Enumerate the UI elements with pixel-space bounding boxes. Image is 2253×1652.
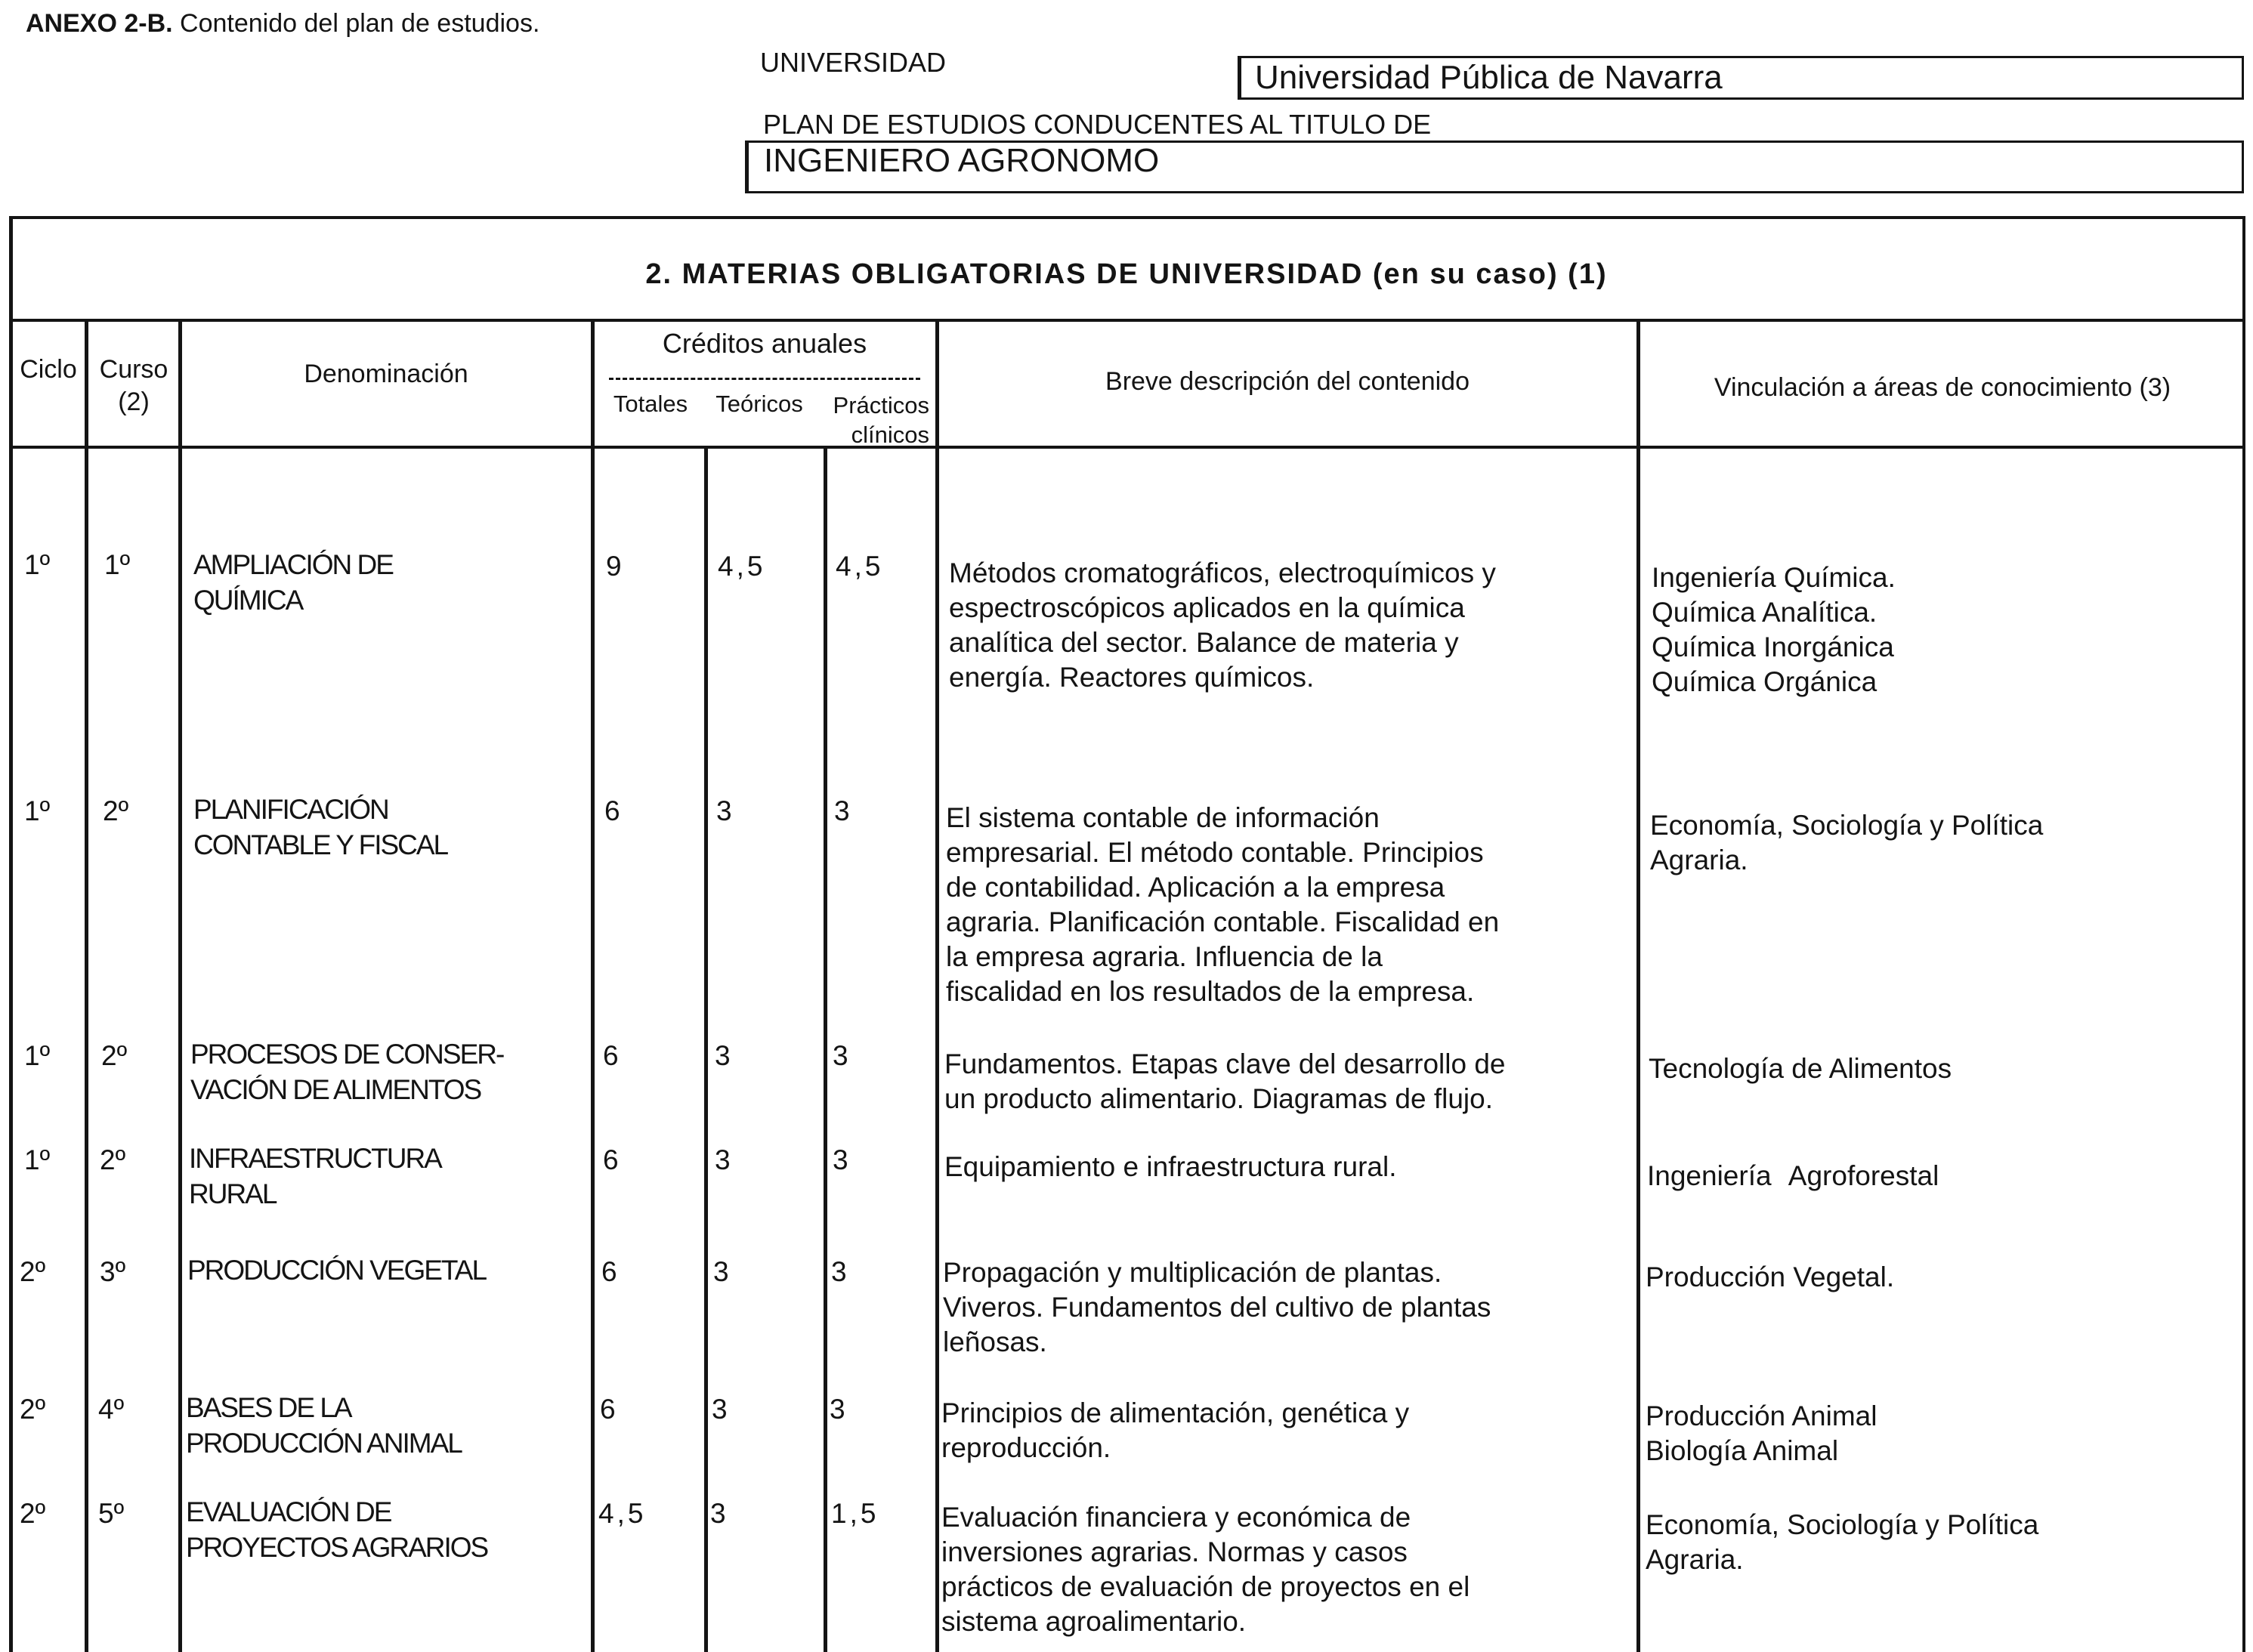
denominacion-cell: [186, 1494, 487, 1565]
curso-cell: 4º: [98, 1394, 125, 1425]
practicos-cell: 3: [830, 1394, 845, 1425]
descripcion-line: inversiones agrarias. Normas y casos: [941, 1536, 1408, 1567]
totales-cell: 6: [600, 1394, 616, 1425]
header-teoricos: Teóricos: [715, 391, 803, 417]
ciclo-cell: 1º: [24, 549, 51, 580]
descripcion-cell: [941, 1500, 1576, 1639]
header-practicos: [816, 391, 929, 450]
descripcion-line: Métodos cromatográficos, electroquímicos y: [949, 557, 1496, 588]
descripcion-cell: [946, 801, 1576, 1009]
area-line: Producción Animal: [1646, 1400, 1878, 1431]
descripcion-line: Equipamiento e infraestructura rural.: [944, 1151, 1397, 1182]
denominacion-line: PRODUCCIÓN ANIMAL: [186, 1428, 462, 1459]
descripcion-line: fiscalidad en los resultados de la empresa.: [946, 976, 1475, 1007]
area-line: Química Analítica.: [1652, 597, 1878, 628]
totales-cell: 6: [601, 1256, 617, 1287]
university-label: UNIVERSIDAD: [760, 47, 947, 78]
descripcion-line: leñosas.: [943, 1326, 1047, 1357]
teoricos-cell: 3: [715, 1144, 731, 1175]
section-title: 2. MATERIAS OBLIGATORIAS DE UNIVERSIDAD (en su caso) (1): [645, 258, 1608, 290]
university-field: [1238, 56, 2244, 100]
descripcion-cell: [949, 556, 1576, 695]
col-divider-denominacion: [591, 320, 595, 1652]
descripcion-cell: [941, 1396, 1576, 1465]
header-vinculacion: Vinculación a áreas de conocimiento (3): [1714, 373, 2171, 402]
teoricos-cell: 3: [715, 1040, 731, 1071]
denominacion-line: PRODUCCIÓN VEGETAL: [187, 1255, 487, 1286]
descripcion-line: prácticos de evaluación de proyectos en el: [941, 1571, 1470, 1602]
totales-cell: 6: [604, 795, 620, 826]
curso-cell: 1º: [104, 549, 131, 580]
denominacion-line: EVALUACIÓN DE: [186, 1496, 391, 1527]
header-curso: [88, 354, 180, 418]
degree-field: [745, 140, 2244, 193]
col-divider-teoricos: [824, 449, 827, 1652]
denominacion-cell: [186, 1390, 462, 1461]
descripcion-line: Viveros. Fundamentos del cultivo de plantas: [943, 1292, 1491, 1323]
area-line: Química Inorgánica: [1652, 631, 1894, 662]
practicos-cell: 4,5: [836, 551, 884, 582]
totales-cell: 4,5: [598, 1498, 647, 1529]
curso-cell: 2º: [103, 795, 129, 826]
curso-cell: 3º: [100, 1256, 126, 1287]
totales-cell: 6: [603, 1144, 619, 1175]
area-line: Agraria.: [1650, 845, 1748, 875]
denominacion-line: RURAL: [189, 1178, 277, 1209]
descripcion-line: de contabilidad. Aplicación a la empresa: [946, 872, 1445, 903]
descripcion-cell: [944, 1150, 1576, 1184]
teoricos-cell: 3: [713, 1256, 729, 1287]
descripcion-line: El sistema contable de información: [946, 802, 1380, 833]
denominacion-cell: [190, 1036, 503, 1107]
ciclo-cell: 1º: [24, 1144, 51, 1175]
ciclo-cell: 1º: [24, 795, 51, 826]
plan-label: PLAN DE ESTUDIOS CONDUCENTES AL TITULO DE: [763, 109, 1432, 140]
header-totales: Totales: [613, 391, 688, 417]
denominacion-line: PROCESOS DE CONSER-: [190, 1039, 504, 1070]
denominacion-line: QUÍMICA: [193, 585, 303, 616]
ciclo-cell: 2º: [20, 1394, 46, 1425]
descripcion-line: la empresa agraria. Influencia de la: [946, 941, 1383, 972]
denominacion-line: BASES DE LA: [186, 1392, 351, 1423]
header-creditos: Créditos anuales: [662, 328, 867, 359]
teoricos-cell: 3: [716, 795, 732, 826]
descripcion-line: agraria. Planificación contable. Fiscalidad en: [946, 906, 1500, 937]
practicos-cell: 3: [833, 1144, 848, 1175]
ciclo-cell: 2º: [20, 1256, 46, 1287]
col-divider-curso: [178, 320, 182, 1652]
practicos-cell: 3: [833, 1040, 848, 1071]
practicos-cell: 3: [831, 1256, 847, 1287]
header-curso-note: (2): [118, 387, 150, 416]
teoricos-cell: 3: [712, 1394, 728, 1425]
denominacion-line: PLANIFICACIÓN: [193, 794, 388, 825]
denominacion-cell: [193, 547, 393, 618]
curso-cell: 2º: [100, 1144, 126, 1175]
header-practicos-label: Prácticos: [833, 392, 929, 418]
descripcion-cell: [943, 1255, 1576, 1360]
descripcion-line: reproducción.: [941, 1432, 1111, 1463]
denominacion-line: VACIÓN DE ALIMENTOS: [190, 1074, 481, 1105]
practicos-cell: 3: [834, 795, 850, 826]
area-line: Economía, Sociología y Política: [1650, 810, 2044, 841]
descripcion-line: Evaluación financiera y económica de: [941, 1502, 1411, 1533]
curso-cell: 2º: [101, 1040, 128, 1071]
areas-cell: [1649, 1051, 1952, 1086]
area-line: Agraria.: [1646, 1544, 1744, 1575]
area-line: Producción Vegetal.: [1646, 1261, 1895, 1292]
descripcion-line: sistema agroalimentario.: [941, 1606, 1247, 1637]
header-denominacion: Denominación: [304, 360, 468, 388]
descripcion-line: Principios de alimentación, genética y: [941, 1397, 1410, 1428]
descripcion-line: Propagación y multiplicación de plantas.: [943, 1257, 1442, 1288]
totales-cell: 9: [606, 551, 622, 582]
header-curso-label: Curso: [99, 355, 168, 384]
col-divider-totales: [704, 449, 708, 1652]
areas-cell: [1650, 808, 2043, 878]
areas-cell: [1647, 1159, 1939, 1193]
totales-cell: 6: [603, 1040, 619, 1071]
university-value: Universidad Pública de Navarra: [1255, 59, 1723, 96]
col-divider-descripcion: [1636, 320, 1640, 1652]
areas-cell: [1652, 560, 1896, 699]
descripcion-line: energía. Reactores químicos.: [949, 662, 1315, 693]
denominacion-line: PROYECTOS AGRARIOS: [186, 1532, 488, 1563]
teoricos-cell: 4,5: [718, 551, 766, 582]
title-divider: [9, 319, 2245, 322]
col-divider-creditos: [935, 320, 939, 1652]
denominacion-line: CONTABLE Y FISCAL: [193, 829, 448, 860]
descripcion-line: Fundamentos. Etapas clave del desarrollo de: [944, 1048, 1506, 1079]
creditos-dashed-rule: [609, 378, 920, 380]
annex-prefix: ANEXO 2-B.: [26, 9, 173, 38]
header-descripcion: Breve descripción del contenido: [1105, 367, 1470, 396]
descripcion-line: un producto alimentario. Diagramas de flujo.: [944, 1083, 1493, 1114]
denominacion-cell: [187, 1252, 486, 1288]
practicos-cell: 1,5: [831, 1498, 879, 1529]
area-line: Ingeniería Química.: [1652, 562, 1896, 593]
area-line: Química Orgánica: [1652, 666, 1878, 697]
areas-cell: [1646, 1260, 1894, 1295]
teoricos-cell: 3: [710, 1498, 726, 1529]
descripcion-line: espectroscópicos aplicados en la química: [949, 592, 1465, 623]
denominacion-line: INFRAESTRUCTURA: [189, 1143, 441, 1174]
curso-cell: 5º: [98, 1498, 125, 1529]
ciclo-cell: 2º: [20, 1498, 46, 1529]
areas-cell: [1646, 1399, 1877, 1468]
descripcion-line: analítica del sector. Balance de materia y: [949, 627, 1459, 658]
area-line: Economía, Sociología y Política: [1646, 1509, 2039, 1540]
denominacion-cell: [189, 1141, 441, 1212]
ciclo-cell: 1º: [24, 1040, 51, 1071]
header-practicos-sub: clínicos: [851, 421, 929, 448]
header-divider: [9, 446, 2245, 449]
degree-value: INGENIERO AGRONOMO: [764, 142, 1160, 179]
denominacion-cell: [193, 792, 447, 863]
col-divider-ciclo: [85, 320, 88, 1652]
header-ciclo: Ciclo: [20, 355, 77, 384]
descripcion-line: empresarial. El método contable. Principios: [946, 837, 1484, 868]
area-line: Ingeniería Agroforestal: [1647, 1160, 1939, 1191]
area-line: Tecnología de Alimentos: [1649, 1053, 1952, 1084]
areas-cell: [1646, 1508, 2038, 1577]
annex-text: Contenido del plan de estudios.: [172, 9, 540, 38]
denominacion-line: AMPLIACIÓN DE: [193, 549, 393, 580]
area-line: Biología Animal: [1646, 1435, 1839, 1466]
descripcion-cell: [944, 1047, 1576, 1116]
annex-heading: [26, 9, 539, 39]
